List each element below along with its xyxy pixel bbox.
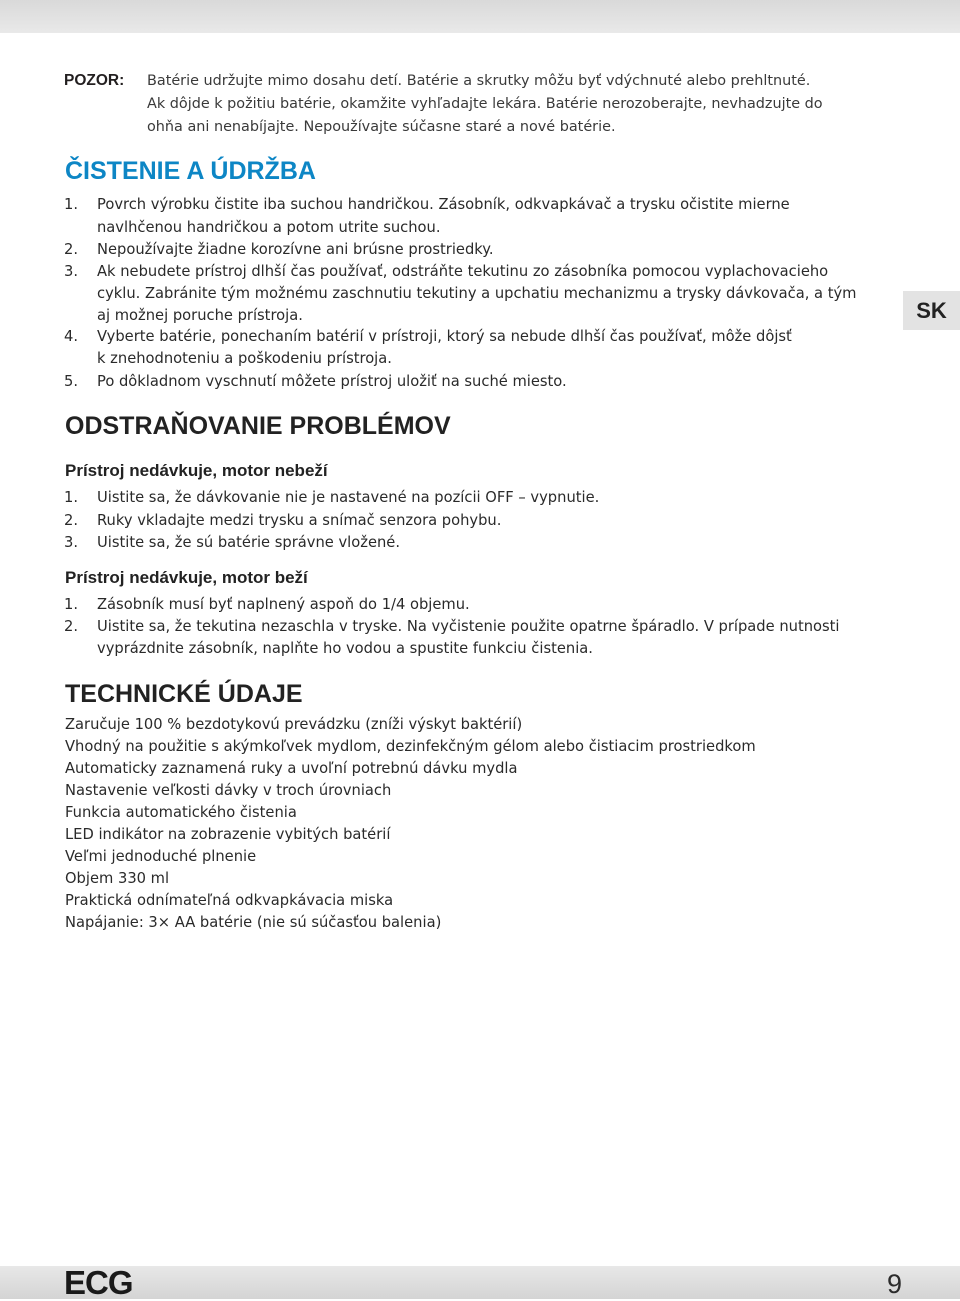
note-line: Batérie udržujte mimo dosahu detí. Batérie a skrutky môžu byť vdýchnuté alebo prehltnuté.	[147, 73, 811, 89]
list-number: 2.	[64, 618, 79, 635]
list-item-line: cyklu. Zabránite tým možnému zaschnutiu tekutiny a upchatiu mechanizmu a trysky dávkovača, a tým	[97, 285, 857, 302]
list-item-line: k znehodnoteniu a poškodeniu prístroja.	[97, 350, 392, 367]
spec-line: Vhodný na použitie s akýmkoľvek mydlom, dezinfekčným gélom alebo čistiacim prostriedkom	[65, 738, 756, 755]
list-number: 2.	[64, 512, 79, 529]
problem-title: Prístroj nedávkuje, motor nebeží	[65, 461, 328, 480]
list-item-line: Zásobník musí byť naplnený aspoň do 1/4 objemu.	[97, 596, 470, 613]
spec-line: LED indikátor na zobrazenie vybitých batérií	[65, 826, 391, 843]
spec-line: Nastavenie veľkosti dávky v troch úrovniach	[65, 782, 392, 799]
list-item-line: Uistite sa, že sú batérie správne vložené.	[97, 534, 401, 551]
note-line: Ak dôjde k požitiu batérie, okamžite vyhľadajte lekára. Batérie nerozoberajte, nevhadzujte do	[147, 96, 823, 112]
list-item-line: Uistite sa, že dávkovanie nie je nastavené na pozícii OFF – vypnutie.	[97, 489, 600, 506]
list-number: 3.	[64, 534, 79, 551]
list-item-line: aj možnej poruche prístroja.	[97, 307, 303, 324]
list-item-line: Ruky vkladajte medzi trysku a snímač senzora pohybu.	[97, 512, 502, 529]
list-number: 4.	[64, 328, 79, 345]
page-number: 9	[886, 1269, 902, 1299]
list-item-line: Nepoužívajte žiadne korozívne ani brúsne prostriedky.	[97, 241, 494, 258]
specs-heading: TECHNICKÉ ÚDAJE	[65, 680, 303, 708]
list-number: 2.	[64, 241, 79, 258]
top-bar	[0, 0, 960, 33]
list-number: 1.	[64, 489, 79, 506]
spec-line: Objem 330 ml	[65, 870, 170, 887]
spec-line: Automaticky zaznamená ruky a uvoľní potrebnú dávku mydla	[65, 760, 518, 777]
spec-line: Veľmi jednoduché plnenie	[65, 848, 257, 865]
problem-title: Prístroj nedávkuje, motor beží	[65, 568, 308, 587]
list-number: 5.	[64, 373, 79, 390]
list-item-line: navlhčenou handričkou a potom utrite suchou.	[97, 219, 441, 236]
list-item-line: Ak nebudete prístroj dlhší čas používať, odstráňte tekutinu zo zásobníka pomocou vyplachovacieho	[97, 263, 829, 280]
note-label: POZOR:	[64, 72, 125, 89]
spec-line: Funkcia automatického čistenia	[65, 804, 297, 821]
language-tab: SK	[903, 291, 960, 330]
footer-bar	[0, 1266, 960, 1299]
list-item-line: Vyberte batérie, ponechaním batérií v prístroji, ktorý sa nebude dlhší čas používať, môže dôjsť	[97, 328, 792, 345]
spec-line: Zaručuje 100 % bezdotykovú prevádzku (zníži výskyt baktérií)	[65, 716, 523, 733]
list-item-line: Povrch výrobku čistite iba suchou handričkou. Zásobník, odkvapkávač a trysku očistite mierne	[97, 196, 790, 213]
list-item-line: vyprázdnite zásobník, naplňte ho vodou a spustite funkciu čistenia.	[97, 640, 593, 657]
cleaning-heading: ČISTENIE A ÚDRŽBA	[65, 157, 316, 185]
list-number: 1.	[64, 596, 79, 613]
spec-line: Praktická odnímateľná odkvapkávacia miska	[65, 892, 394, 909]
list-number: 1.	[64, 196, 79, 213]
list-number: 3.	[64, 263, 79, 280]
spec-line: Napájanie: 3× AA batérie (nie sú súčasťou balenia)	[65, 914, 442, 931]
list-item-line: Po dôkladnom vyschnutí môžete prístroj uložiť na suché miesto.	[97, 373, 567, 390]
brand-logo: ECG	[64, 1264, 133, 1301]
troubleshooting-heading: ODSTRAŇOVANIE PROBLÉMOV	[65, 412, 451, 440]
list-item-line: Uistite sa, že tekutina nezaschla v tryske. Na vyčistenie použite opatrne špáradlo. V prípade nutnosti	[97, 618, 840, 635]
note-line: ohňa ani nenabíjajte. Nepoužívajte súčasne staré a nové batérie.	[147, 119, 616, 135]
